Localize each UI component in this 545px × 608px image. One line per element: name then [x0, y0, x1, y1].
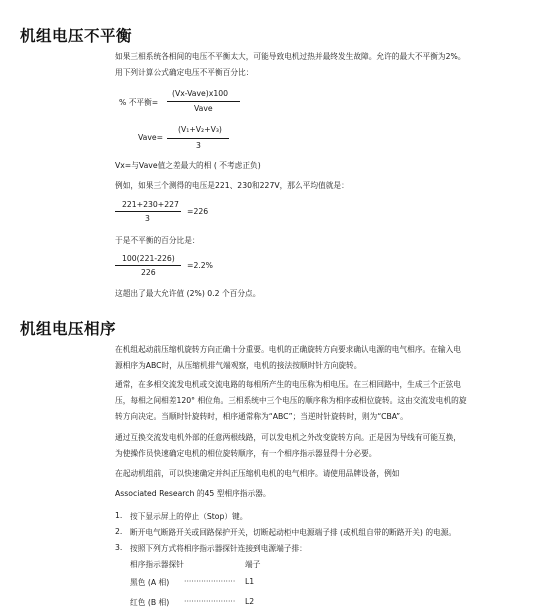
example2-numerator: 100(221-226): [122, 254, 175, 263]
para2-line-1: 通常，在多相交流发电机或交流电路的每相所产生的电压称为相电压。在三相回路中，生成三个正弦电: [115, 380, 461, 389]
example2-fraction-bar: [115, 265, 181, 266]
para3-line-2: 为使操作员快速确定电机的相位旋转顺序，有一个相序指示器显得十分必要。: [115, 449, 377, 458]
probe-row-2-name: 红色 (B 相): [130, 598, 170, 607]
para3-line-1: 通过互换交流发电机外部的任意两根线路，可以发电机之外改变旋转方向。正是因为导线有可能互换，: [115, 433, 461, 442]
probe-row-2-leader: ·····················: [184, 597, 236, 606]
example2-result: =2.2%: [187, 261, 213, 270]
step-2-number: 2.: [115, 527, 123, 536]
step-2-text: 断开电气断路开关或回路保护开关，切断起动柜中电源端子排 (或机组自带的断路开关) 的电源。: [130, 528, 457, 537]
formula1-lhs: % 不平衡=: [119, 98, 159, 107]
section-title-phase-sequence: 机组电压相序: [20, 320, 117, 338]
percent-text: 于是不平衡的百分比是：: [115, 236, 200, 245]
col-header-terminal: 端子: [245, 560, 261, 569]
example1-fraction-bar: [115, 211, 181, 212]
example1-numerator: 221+230+227: [122, 200, 179, 209]
col-header-probe: 相序指示器探针: [130, 560, 184, 569]
example1-result: =226: [187, 207, 209, 216]
formula1-denominator: Vave: [194, 104, 213, 113]
step-1-number: 1.: [115, 511, 123, 520]
formula1-numerator: (Vx-Vave)x100: [172, 89, 229, 98]
para4-line-1: 在起动机组前，可以快速确定并纠正压缩机电机的电气相序。请使用品牌设备，例如: [115, 469, 400, 478]
formula2-fraction-bar: [167, 138, 229, 139]
formula1-fraction-bar: [167, 101, 240, 102]
vx-note: Vx=与Vave值之差最大的相 ( 不考虑正负): [115, 161, 261, 170]
probe-row-2-terminal: L2: [245, 597, 255, 606]
example2-denominator: 226: [141, 268, 156, 277]
example1-denominator: 3: [145, 214, 150, 223]
para4-line-2: Associated Research 的45 型相序指示器。: [115, 489, 271, 498]
para1-line-2: 源相序为ABC时，从压缩机排气端观察，电机的接法按顺时针方向旋转。: [115, 361, 362, 370]
step-3-text: 按照下列方式将相序指示器探针连接到电源端子排：: [130, 544, 307, 553]
step-1-text: 按下显示屏上的停止（Stop）键。: [130, 512, 248, 521]
example-text: 例如，如果三个测得的电压是221、230和227V，那么平均值就是：: [115, 181, 349, 190]
probe-row-1-leader: ·····················: [184, 577, 236, 586]
probe-row-1-name: 黑色 (A 相): [130, 578, 170, 587]
step-3-number: 3.: [115, 543, 123, 552]
intro-line-1: 如果三相系统各相间的电压不平衡太大，可能导致电机过热并最终发生故障。允许的最大不平衡为2%。: [115, 52, 466, 61]
probe-row-1-terminal: L1: [245, 577, 255, 586]
conclusion-text: 这超出了最大允许值 (2%) 0.2 个百分点。: [115, 289, 261, 298]
para1-line-1: 在机组起动前压缩机旋转方向正确十分重要。电机的正确旋转方向要求确认电源的电气相序。在输入电: [115, 345, 461, 354]
formula2-lhs: Vave=: [138, 133, 164, 142]
formula2-numerator: (V₁+V₂+V₃): [178, 125, 222, 134]
para2-line-3: 转方向决定。当顺时针旋转时，相序通常称为“ABC”；当逆时针旋转时，则为“CBA”。: [115, 412, 408, 421]
formula2-denominator: 3: [196, 141, 201, 150]
para2-line-2: 压，每相之间相差120° 相位角。三相系统中三个电压的顺序称为相序或相位旋转。这由交流发电机的旋: [115, 396, 467, 405]
intro-line-2: 用下列计算公式确定电压不平衡百分比：: [115, 68, 254, 77]
section-title-voltage-unbalance: 机组电压不平衡: [20, 27, 133, 45]
